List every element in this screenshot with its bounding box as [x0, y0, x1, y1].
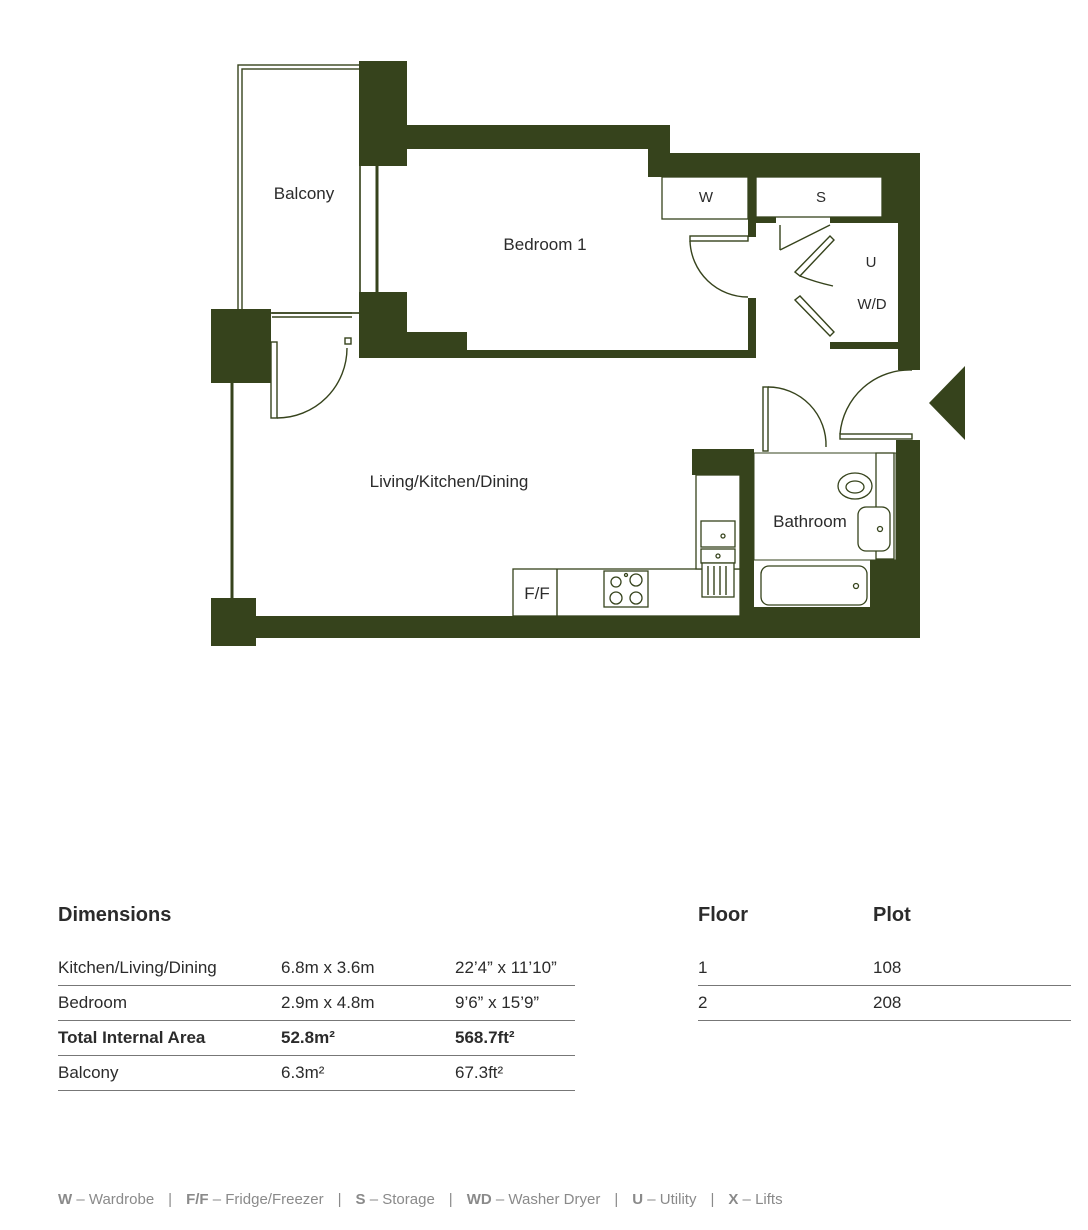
dim-metric: 52.8m²	[281, 1021, 455, 1056]
legend-key: X	[728, 1191, 739, 1208]
storage-label: S	[815, 189, 827, 206]
table-row	[58, 986, 575, 1021]
balcony-label: Balcony	[273, 184, 335, 203]
legend-item: S – Storage	[355, 1191, 435, 1208]
table-row	[698, 951, 1071, 986]
legend-label: Wardrobe	[88, 1191, 155, 1208]
plot-value: 108	[873, 951, 1071, 986]
dim-room: Bedroom	[58, 986, 281, 1021]
legend-label: Lifts	[755, 1191, 783, 1208]
walls	[211, 61, 920, 646]
dim-imperial: 22’4” x 11’10”	[455, 951, 575, 986]
floor-value: 1	[698, 951, 873, 986]
dim-metric: 2.9m x 4.8m	[281, 986, 455, 1021]
sink-icon	[701, 521, 735, 547]
entrance-door	[840, 370, 912, 439]
legend-key: S	[355, 1191, 366, 1208]
legend-label: Washer Dryer	[508, 1191, 601, 1208]
utility-label: U	[865, 254, 877, 271]
table-row	[58, 951, 575, 986]
legend-key: WD	[466, 1191, 492, 1208]
plot-heading: Plot	[873, 904, 911, 926]
legend-key: U	[632, 1191, 644, 1208]
fridge-freezer-label: F/F	[524, 584, 550, 603]
dim-metric: 6.3m²	[281, 1056, 455, 1091]
floor-plot-table	[698, 951, 1071, 1021]
floor-heading: Floor	[698, 904, 748, 926]
legend-key: W	[58, 1191, 73, 1208]
legend-label: Storage	[382, 1191, 435, 1208]
table-row	[58, 1021, 575, 1056]
dimensions-heading: Dimensions	[58, 904, 172, 926]
floor-value: 2	[698, 986, 873, 1021]
basin-icon	[858, 507, 890, 551]
utility-double-door	[795, 236, 834, 336]
balcony-door	[271, 313, 352, 418]
legend-item: WD – Washer Dryer	[466, 1191, 601, 1208]
legend-item: X – Lifts	[728, 1191, 783, 1208]
bathroom-door	[763, 387, 826, 451]
bedroom-label: Bedroom 1	[503, 235, 587, 254]
table-row	[698, 986, 1071, 1021]
drainer-icon	[702, 563, 734, 597]
dim-room: Total Internal Area	[58, 1021, 281, 1056]
wardrobe-label: W	[698, 189, 714, 206]
entrance-arrow-icon	[929, 366, 965, 440]
dim-room: Kitchen/Living/Dining	[58, 951, 281, 986]
legend-item: U – Utility	[632, 1191, 697, 1208]
living-label: Living/Kitchen/Dining	[369, 472, 529, 491]
legend-label: Fridge/Freezer	[225, 1191, 324, 1208]
dim-imperial: 568.7ft²	[455, 1021, 575, 1056]
dim-room: Balcony	[58, 1056, 281, 1091]
legend: W – Wardrobe | F/F – Fridge/Freezer | S – Storage | WD – Washer Dryer | U – Utility | X – Lifts	[58, 1191, 783, 1208]
dim-imperial: 9’6” x 15’9”	[455, 986, 575, 1021]
dim-metric: 6.8m x 3.6m	[281, 951, 455, 986]
legend-label: Utility	[659, 1191, 697, 1208]
table-row	[58, 1056, 575, 1091]
plot-value: 208	[873, 986, 1071, 1021]
dim-imperial: 67.3ft²	[455, 1056, 575, 1091]
bathroom-label: Bathroom	[773, 512, 847, 531]
legend-key: F/F	[186, 1191, 209, 1208]
bedroom-door	[690, 236, 748, 297]
dimensions-table	[58, 951, 575, 1091]
legend-item: F/F – Fridge/Freezer	[186, 1191, 324, 1208]
bath-icon	[761, 566, 867, 605]
washer-dryer-label: W/D	[857, 296, 887, 313]
legend-item: W – Wardrobe	[58, 1191, 155, 1208]
storage-door	[780, 225, 830, 250]
